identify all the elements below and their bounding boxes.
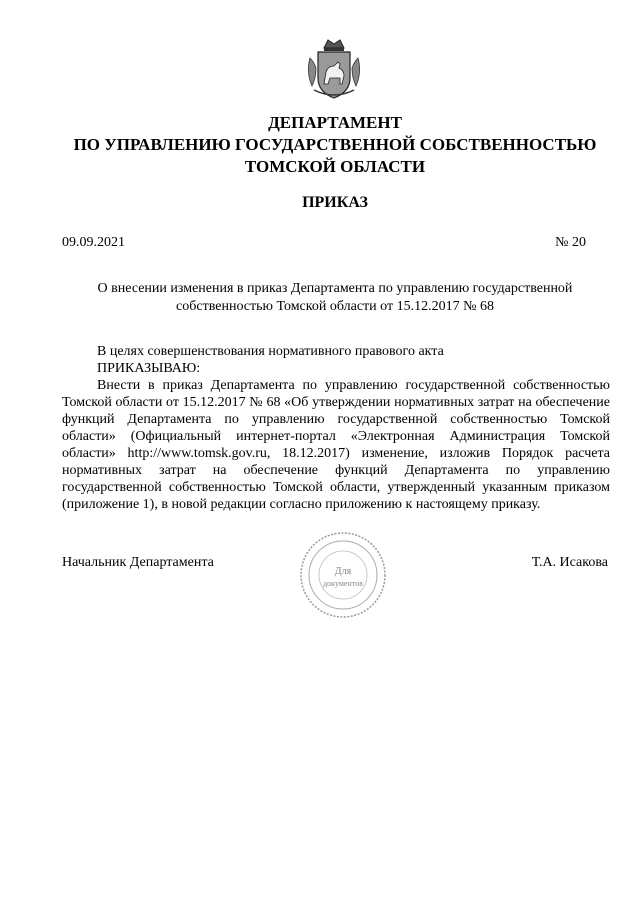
header-line-2: ПО УПРАВЛЕНИЮ ГОСУДАРСТВЕННОЙ СОБСТВЕННОСТЬЮ [73,135,597,154]
department-header [50,112,620,178]
signatory-position: Начальник Департамента [62,555,214,570]
subject-line-2: собственностью Томской области от 15.12.2017 № 68 [176,299,494,314]
document-number: № 20 [555,235,586,250]
order-word: ПРИКАЗЫВАЮ: [97,361,201,376]
header-line-3: ТОМСКОЙ ОБЛАСТИ [244,157,426,176]
coat-of-arms-icon [304,38,364,100]
document-date: 09.09.2021 [62,235,125,250]
preamble-text: В целях совершенствования нормативного правового акта [97,344,444,359]
header-line-1: ДЕПАРТАМЕНТ [268,113,402,132]
document-type-title: ПРИКАЗ [302,194,368,211]
subject-line-1: О внесении изменения в приказ Департамента по управлению государственной [97,281,573,296]
document-subject [70,280,600,316]
stamp-icon [298,530,388,620]
order-paragraph: Внести в приказ Департамента по управлению государственной собственностью Томской области от 15.12.2017 № 68 «Об утверждении нормативных затрат на обеспечение функций Департамента по управлению государственной собственностью Томской области» (Официальный интернет-портал «Электронная Администрация Томской области» http://www.tomsk.gov.ru, 18.12.2017) изменение, изложив Порядок расчета нормативных затрат на обеспечение функций Департамента по управлению государственной собственностью Томской области, утвержденный указанным приказом (приложение 1), в новой редакции согласно приложению к настоящему приказу. [62,378,610,512]
stamp-text-top: Для [334,566,352,577]
stamp-text-bottom: документов [323,579,363,588]
signatory-name: Т.А. Исакова [531,555,608,570]
